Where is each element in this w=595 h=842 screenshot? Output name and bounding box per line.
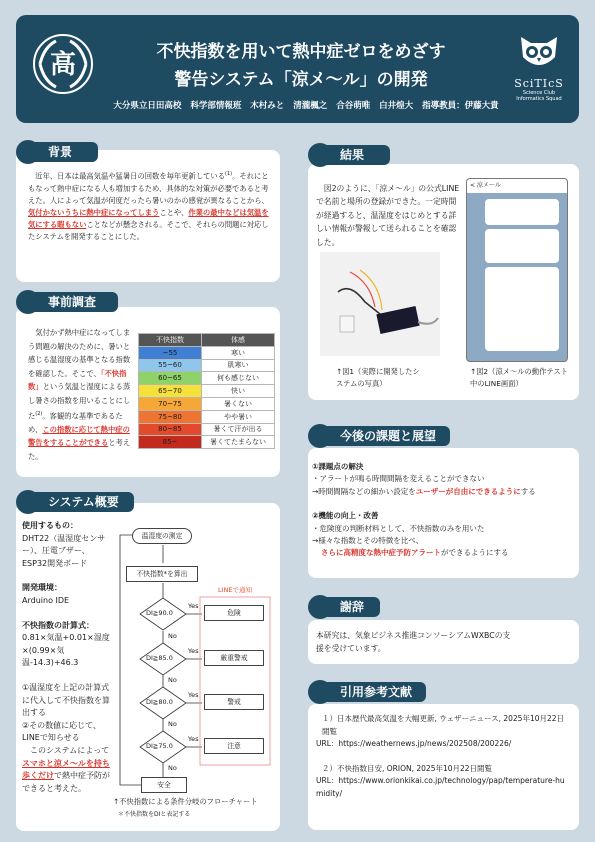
flow-line-notice: LINEで通知	[218, 586, 253, 594]
system-text: 使用するもの： DHT22（温湿度センサー）、圧電ブザー、ESP32開発ボード 開発環境： Arduino IDE 不快指数の計算式： 0.81×気温+0.01×湿度×(0.99×気温-14.3)+46.3 ①温湿度を上記の計算式に代入して不快指数を算出する ②その数値に応じて、LINEで知らせる このシステムによってスマホと涼メ～ルを持ち歩くだけで熱中症予防ができると考えた。	[22, 521, 110, 793]
flow-start: 温湿度の測定	[132, 528, 192, 544]
feeling-cell: 暑くて汗が出る	[202, 423, 275, 436]
index-range-cell: ~55	[139, 346, 202, 359]
section-title-future: 今後の課題と展望	[318, 426, 450, 446]
chat-bubble	[485, 229, 559, 263]
table-header: 体感	[202, 334, 275, 347]
club-sub-1: Science Club	[522, 90, 556, 96]
authors: 大分県立日田高校 科学部情報班 木村みと 清瀧楓之 合谷萌唯 白井煌大 指導教員：伊藤大貴	[113, 101, 499, 111]
flow-d3: DI≧80.0	[146, 698, 173, 706]
table-header: 不快指数	[139, 334, 202, 347]
discomfort-index-table	[138, 333, 275, 449]
index-range-cell: 65~70	[139, 385, 202, 398]
table-row	[139, 410, 275, 423]
title-line-2: 警告システム「涼メ～ル」の開発	[174, 70, 428, 90]
prior-text: 気付かず熱中症になってしまう問題の解決のために、暑いと感じる温湿度の基準となる指数を確認した。そこで、「不快指数」という気温と湿度による蒸し暑さの指数を用いることにした$^{(2)}$。客観的な基準であるため、この指数に応じて熱中症の警告をすることができると考えた。	[28, 328, 131, 461]
refs-text: １）日本歴代最高気温を大幅更新, ウェザーニュース, 2025年10月22日閲覧 URL：https://weathernews.jp/news/202508/200226/ ２）不快指数目安, ORION, 2025年10月22日閲覧 URL：https://www.orionkikai.co.jp/technology/pap/temperature-humidity/	[316, 714, 565, 798]
flow-d2: DI≧85.0	[146, 654, 173, 662]
table-header-row	[139, 334, 275, 347]
flow-safe: 安全	[141, 777, 187, 793]
poster-header	[16, 15, 579, 123]
section-title-thanks: 謝辞	[318, 597, 380, 617]
index-range-cell: 70~75	[139, 397, 202, 410]
feeling-cell: 寒い	[202, 346, 275, 359]
flow-no-2: No	[168, 676, 177, 684]
flow-d1: DI≧90.0	[146, 609, 173, 617]
index-range-cell: 75~80	[139, 410, 202, 423]
index-range-cell: 85~	[139, 436, 202, 449]
feeling-cell: 何も感じない	[202, 372, 275, 385]
line-header: < 涼メ～ル	[467, 179, 567, 193]
feeling-cell: 暑くない	[202, 397, 275, 410]
device-photo	[320, 252, 440, 356]
title-line-1: 不快指数を用いて熱中症ゼロをめざす	[156, 42, 446, 62]
results-text: 図2のように、「涼メ～ル」の公式LINEで名前と場所の登録ができた。一定時間が経過すると、温湿度をはじめとする詳しい情報が警報して送られることを確認した。	[316, 184, 460, 247]
thanks-text: 本研究は、気象ビジネス推進コンソーシアムWXBCの支援を受けています。	[316, 631, 511, 653]
flow-yes-2: Yes	[188, 647, 199, 655]
table-row	[139, 359, 275, 372]
section-title-background: 背景	[26, 142, 98, 162]
future-text: ①課題点の解決 ・アラートが鳴る時間間隔を変えることができない →時間間隔などの細かい設定をユーザーが自由にできるようにする ②機能の向上・改善 ・危険度の判断材料として、不快指数のみを用いた →様々な指数とその特徴を比べ、 さらに高精度な熱中症予防アラートができるようにする	[312, 462, 536, 558]
flow-caption: ↑不快指数による条件分岐のフローチャート	[113, 797, 258, 806]
feeling-cell: 快い	[202, 385, 275, 398]
emblem-char: 高	[49, 50, 77, 80]
table-row	[139, 372, 275, 385]
owl-icon	[517, 33, 561, 73]
flow-yes-1: Yes	[188, 602, 199, 610]
table-row	[139, 385, 275, 398]
club-logo	[508, 33, 570, 108]
feeling-cell: 暑くてたまらない	[202, 436, 275, 449]
section-title-results: 結果	[318, 145, 390, 165]
index-range-cell: 80~85	[139, 423, 202, 436]
flow-out-warning: 警戒	[204, 694, 264, 710]
circuit-board-icon	[320, 252, 440, 356]
club-sub-2: Informatics Squad	[516, 96, 562, 102]
table-row	[139, 346, 275, 359]
fig2-caption: ↑図2（涼メ～ルの動作テスト中のLINE画面）	[470, 367, 569, 388]
flow-yes-4: Yes	[188, 735, 199, 743]
chat-bubble	[485, 267, 559, 351]
chat-bubble	[485, 199, 559, 225]
flow-out-severe: 厳重警戒	[204, 650, 264, 666]
club-name: SciTIcS	[514, 77, 564, 90]
flow-note: ＊不快指数をDIと表記する	[118, 811, 191, 818]
index-range-cell: 55~60	[139, 359, 202, 372]
table-row	[139, 436, 275, 449]
flow-out-caution: 注意	[204, 738, 264, 754]
flow-d4: DI≧75.0	[146, 742, 173, 750]
flow-out-danger: 危険	[204, 605, 264, 621]
flow-no-1: No	[168, 632, 177, 640]
school-emblem-icon	[32, 33, 94, 95]
flow-no-4: No	[168, 764, 177, 772]
flow-yes-3: Yes	[188, 691, 199, 699]
table-row	[139, 397, 275, 410]
index-range-cell: 60~65	[139, 372, 202, 385]
fig1-caption: ↑図1（実際に開発したシステムの写真）	[336, 367, 420, 388]
flow-no-3: No	[168, 720, 177, 728]
line-screenshot	[466, 178, 568, 362]
flow-calc: 不快指数*を算出	[126, 566, 198, 582]
section-title-system: システム概要	[26, 492, 134, 512]
feeling-cell: 肌寒い	[202, 359, 275, 372]
feeling-cell: やや暑い	[202, 410, 275, 423]
background-text: 近年、日本は最高気温や猛暑日の回数を毎年更新している$^{(1)}$。それにともなって熱中症になる人も増加するため、具体的な対策が必要であると考えた。人によって気温が何度だったら暑いのかの感覚が異なることから、気付かないうちに熱中症になってしまうことや、作業の最中などは気温を気にする暇もないことなどが懸念される。そこで、それらの問題に対応したシステムを開発することにした。	[28, 171, 269, 242]
table-row	[139, 423, 275, 436]
section-title-refs: 引用参考文献	[318, 682, 426, 702]
section-title-prior: 事前調査	[26, 292, 118, 312]
